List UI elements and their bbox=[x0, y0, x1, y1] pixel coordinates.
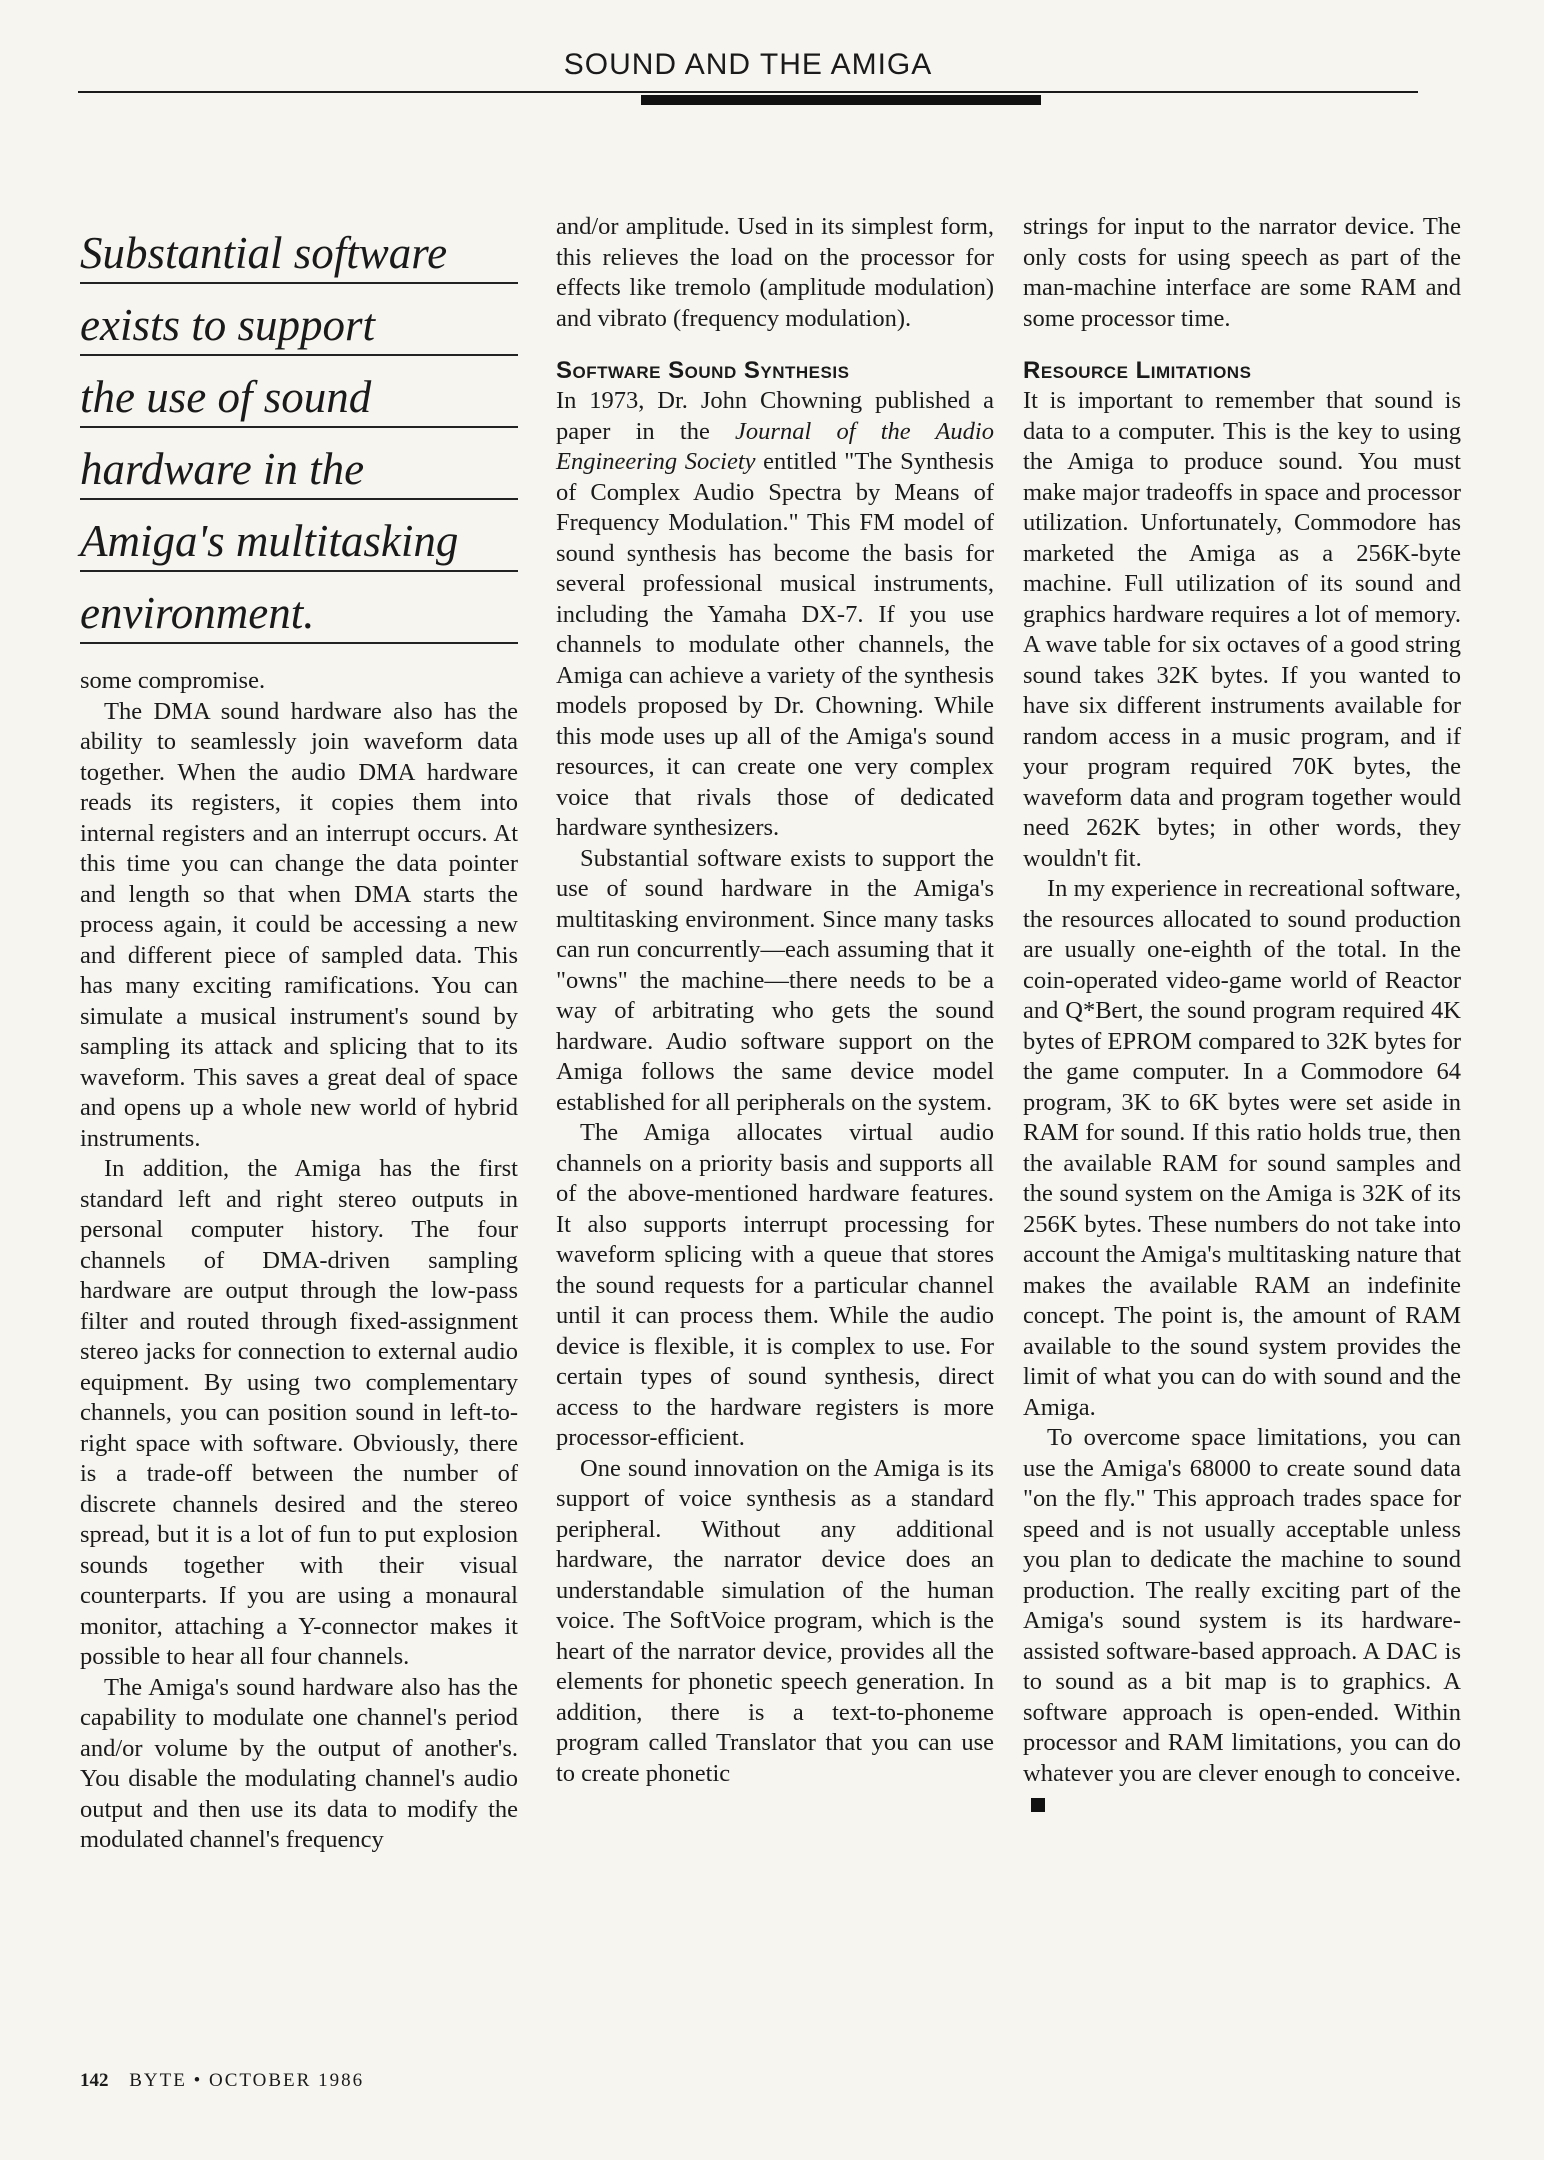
header-accent-bar bbox=[641, 95, 1041, 105]
pull-quote-line: the use of sound bbox=[80, 356, 518, 428]
page-footer bbox=[80, 2070, 364, 2092]
pull-quote-line: Substantial software bbox=[80, 212, 518, 284]
running-header bbox=[78, 48, 1418, 108]
body-paragraph: One sound innovation on the Amiga is its support of voice synthesis as a standard peripheral. Without any additional hardware, the narrator device does an understandable simulation of the human voice. The SoftVoice program, which is the heart of the narrator device, provides all the elements for phonetic speech generation. In addition, there is a text-to-phoneme program called Translator that you can use to create phonetic bbox=[556, 1454, 994, 1787]
publication-info: BYTE • OCTOBER 1986 bbox=[129, 2070, 365, 2091]
body-paragraph: The Amiga allocates virtual audio channels on a priority basis and supports all of the above-mentioned hardware features. It also supports interrupt processing for waveform splicing with a queue that stores the sound requests for a particular channel until it can process them. While the audio device is flexible, it is complex to use. For certain types of sound synthesis, direct access to the hardware registers is more processor-efficient. bbox=[556, 1119, 994, 1451]
pull-quote bbox=[80, 212, 518, 644]
body-text: In 1973, Dr. John Chowning published a paper in the bbox=[556, 387, 994, 445]
column-3 bbox=[1023, 212, 1461, 1820]
running-header-title: SOUND AND THE AMIGA bbox=[563, 48, 933, 81]
column-2 bbox=[556, 212, 994, 1789]
pull-quote-line: exists to support bbox=[80, 284, 518, 356]
body-paragraph: some compromise. bbox=[80, 667, 266, 694]
body-paragraph: In addition, the Amiga has the first standard left and right stereo outputs in personal computer history. The four channels of DMA-driven sampling hardware are output through the low-pass filter and routed through fixed-assignment stereo jacks for connection to external audio equipment. By using two complementary channels, you can position sound in left-to-right space with software. Obviously, there is a trade-off between the number of discrete channels desired and the stereo spread, but it is a lot of fun to put explosion sounds together with their visual counterparts. If you are using a monaural monitor, attaching a Y-connector makes it possible to hear all four channels. bbox=[80, 1155, 518, 1670]
body-paragraph: and/or amplitude. Used in its simplest form, this relieves the load on the processor for effects like tremolo (amplitude modulation) and vibrato (frequency modulation). bbox=[556, 213, 994, 332]
body-paragraph bbox=[1023, 1423, 1461, 1820]
header-rule bbox=[78, 91, 1418, 93]
body-paragraph: strings for input to the narrator device. The only costs for using speech as part of the man-machine interface are some RAM and some processor time. bbox=[1023, 213, 1461, 332]
body-paragraph: The DMA sound hardware also has the ability to seamlessly join waveform data together. When the audio DMA hardware reads its registers, it copies them into internal registers and an interrupt occurs. At this time you can change the data pointer and length so that when DMA starts the process again, it could be accessing a new and different piece of sampled data. This has many exciting ramifications. You can simulate a musical instrument's sound by sampling its attack and splicing that to its waveform. This saves a great deal of space and opens up a whole new world of hybrid instruments. bbox=[80, 697, 518, 1152]
body-text: entitled "The Synthesis of Complex Audio Spectra by Means of Frequency Modulation." This FM model of sound synthesis has become the basis for several professional musical instruments, including the Yamaha DX-7. If you use channels to modulate other channels, the Amiga can achieve a variety of the synthesis models proposed by Dr. Chowning. While this mode uses up all of the Amiga's sound resources, it can create one very complex voice that rivals those of dedicated hardware synthesizers. bbox=[556, 448, 994, 841]
pull-quote-line: Amiga's multitasking bbox=[80, 500, 518, 572]
section-heading: Resource Limitations bbox=[1023, 357, 1252, 384]
body-paragraph bbox=[556, 386, 994, 844]
body-paragraph: Substantial software exists to support the use of sound hardware in the Amiga's multitasking environment. Since many tasks can run concurrently—each assuming that it "owns" the machine—there needs to be a way of arbitrating who gets the sound hardware. Audio software support on the Amiga follows the same device model established for all peripherals on the system. bbox=[556, 844, 994, 1116]
page-number: 142 bbox=[80, 2070, 109, 2091]
body-paragraph: It is important to remember that sound is data to a computer. This is the key to using the Amiga to produce sound. You must make major tradeoffs in space and processor utilization. Unfortunately, Commodore has marketed the Amiga as a 256K-byte machine. Full utilization of its sound and graphics hardware requires a lot of memory. A wave table for six octaves of a good string sound takes 32K bytes. If you wanted to have six different instruments available for random access in a music program, and if your program required 70K bytes, the waveform data and program together would need 262K bytes; in other words, they wouldn't fit. bbox=[1023, 387, 1461, 872]
section-heading: Software Sound Synthesis bbox=[556, 357, 850, 384]
body-paragraph: In my experience in recreational software, the resources allocated to sound production are usually one-eighth of the total. In the coin-operated video-game world of Reactor and Q*Bert, the sound program required 4K bytes of EPROM compared to 32K bytes for the game computer. In a Commodore 64 program, 3K to 6K bytes were set aside in RAM for sound. If this ratio holds true, then the available RAM for sound samples and the sound system on the Amiga is 32K of its 256K bytes. These numbers do not take into account the Amiga's multitasking nature that makes the available RAM an indefinite concept. The point is, the amount of RAM available to the sound system provides the limit of what you can do with sound and the Amiga. bbox=[1023, 875, 1461, 1421]
pull-quote-line: environment. bbox=[80, 572, 518, 644]
pull-quote-line: hardware in the bbox=[80, 428, 518, 500]
journal-title: Journal of the Audio Engineering Society bbox=[556, 417, 994, 475]
column-1 bbox=[80, 212, 518, 1856]
end-of-article-mark bbox=[1031, 1798, 1045, 1812]
body-paragraph: The Amiga's sound hardware also has the capability to modulate one channel's period and/or volume by the output of another's. You disable the modulating channel's audio output and then use its data to modify the modulated channel's frequency bbox=[80, 1673, 518, 1853]
body-text: To overcome space limitations, you can use the Amiga's 68000 to create sound data "on the fly." This approach trades space for speed and is not usually acceptable unless you plan to dedicate the machine to sound production. The really exciting part of the Amiga's sound system is its hardware-assisted software-based approach. A DAC is to sound as a bit map is to graphics. A software approach is open-ended. Within processor and RAM limitations, you can do whatever you are clever enough to conceive. bbox=[1023, 1424, 1461, 1787]
